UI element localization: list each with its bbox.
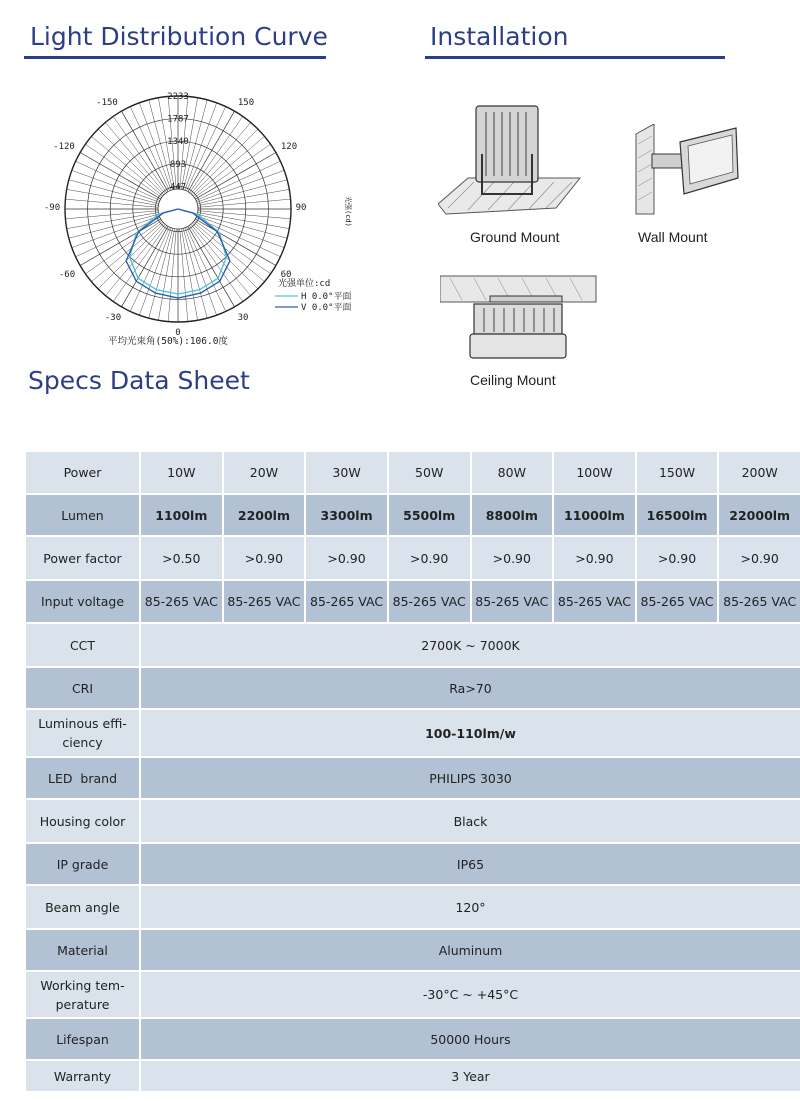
row-label-line: ciency — [62, 735, 103, 750]
cri-value: Ra>70 — [141, 668, 800, 708]
power-cell: 30W — [306, 452, 387, 493]
angle-label: -150 — [96, 98, 118, 108]
beam-angle-note: 平均光束角(50%):106.0度 — [108, 336, 228, 347]
ground-mount-label: Ground Mount — [470, 229, 560, 245]
row-label-line: Working tem- — [40, 977, 125, 993]
row-label: Warranty — [26, 1061, 139, 1091]
row-beam-angle — [26, 886, 800, 928]
row-label: CRI — [26, 668, 139, 708]
row-label: Beam angle — [26, 886, 139, 928]
row-label-line: perature — [55, 996, 110, 1012]
row-label: Lifespan — [26, 1019, 139, 1059]
housing-value: Black — [141, 800, 800, 842]
lumen-cell: 22000lm — [719, 495, 800, 535]
input-voltage-cell: 85-265 VAC — [719, 581, 800, 622]
light-curve-rule — [24, 56, 326, 59]
power-cell: 150W — [637, 452, 718, 493]
angle-label: -60 — [58, 270, 76, 280]
row-label: Housing color — [26, 800, 139, 842]
legend-h-label: H 0.0°平面 — [301, 292, 352, 302]
angle-label: 0 — [175, 328, 181, 338]
legend-title: 光强单位:cd — [278, 279, 331, 289]
power-factor-cell: >0.50 — [141, 537, 222, 579]
efficiency-value: 100-110lm/w — [141, 710, 800, 756]
power-cell: 20W — [224, 452, 305, 493]
power-cell: 200W — [719, 452, 800, 493]
row-label-line: Luminous effi- — [38, 716, 127, 731]
angle-label: 120 — [280, 142, 298, 152]
cct-value: 2700K ~ 7000K — [141, 624, 800, 666]
row-input-voltage — [26, 581, 800, 622]
row-led-brand — [26, 758, 800, 798]
installation-rule — [425, 56, 725, 59]
temperature-value: -30°C ~ +45°C — [141, 972, 800, 1017]
led-brand-value: PHILIPS 3030 — [141, 758, 800, 798]
power-factor-cell: >0.90 — [224, 537, 305, 579]
lumen-cell: 5500lm — [389, 495, 470, 535]
radial-tick-label: 2233 — [167, 92, 189, 102]
row-label: Material — [26, 930, 139, 970]
angle-label: 90 — [295, 203, 307, 213]
radial-tick-label: 1340 — [167, 137, 189, 148]
row-lifespan — [26, 1019, 800, 1059]
legend-v-label: V 0.0°平面 — [301, 303, 352, 313]
material-value: Aluminum — [141, 930, 800, 970]
row-cct — [26, 624, 800, 666]
row-power — [26, 452, 800, 493]
lumen-cell: 16500lm — [637, 495, 718, 535]
row-label: Lumen — [26, 495, 139, 535]
row-label: Power — [26, 452, 139, 493]
power-cell: 100W — [554, 452, 635, 493]
wall-mount-label: Wall Mount — [638, 229, 708, 245]
input-voltage-cell: 85-265 VAC — [637, 581, 718, 622]
row-lumen — [26, 495, 800, 535]
power-cell: 50W — [389, 452, 470, 493]
row-label — [26, 972, 139, 1017]
angle-label: -30 — [104, 313, 122, 323]
lumen-cell: 1100lm — [141, 495, 222, 535]
lumen-cell: 3300lm — [306, 495, 387, 535]
power-factor-cell: >0.90 — [719, 537, 800, 579]
row-label: CCT — [26, 624, 139, 666]
row-working-temperature — [26, 972, 800, 1017]
row-power-factor — [26, 537, 800, 579]
warranty-value: 3 Year — [141, 1061, 800, 1091]
power-factor-cell: >0.90 — [472, 537, 553, 579]
input-voltage-cell: 85-265 VAC — [306, 581, 387, 622]
row-housing-color — [26, 800, 800, 842]
angle-label: 150 — [237, 98, 255, 108]
input-voltage-cell: 85-265 VAC — [141, 581, 222, 622]
light-distribution-polar-chart — [20, 78, 400, 363]
specs-table — [24, 450, 800, 1093]
lumen-cell: 2200lm — [224, 495, 305, 535]
wall-mount-image — [632, 124, 744, 216]
power-factor-cell: >0.90 — [389, 537, 470, 579]
angle-label: -120 — [53, 142, 75, 152]
power-factor-cell: >0.90 — [306, 537, 387, 579]
row-label: LED brand — [26, 758, 139, 798]
power-factor-cell: >0.90 — [637, 537, 718, 579]
power-cell: 80W — [472, 452, 553, 493]
power-factor-cell: >0.90 — [554, 537, 635, 579]
power-cell: 10W — [141, 452, 222, 493]
beam-value: 120° — [141, 886, 800, 928]
lifespan-value: 50000 Hours — [141, 1019, 800, 1059]
specs-heading: Specs Data Sheet — [28, 366, 250, 395]
row-label: IP grade — [26, 844, 139, 884]
angle-label: 30 — [237, 313, 249, 323]
input-voltage-cell: 85-265 VAC — [224, 581, 305, 622]
input-voltage-cell: 85-265 VAC — [472, 581, 553, 622]
lumen-cell: 11000lm — [554, 495, 635, 535]
row-warranty — [26, 1061, 800, 1091]
lumen-cell: 8800lm — [472, 495, 553, 535]
row-ip-grade — [26, 844, 800, 884]
row-label: Input voltage — [26, 581, 139, 622]
ip-value: IP65 — [141, 844, 800, 884]
angle-label: 60 — [280, 270, 292, 280]
row-cri — [26, 668, 800, 708]
radial-tick-label: 893 — [169, 159, 187, 170]
light-curve-heading: Light Distribution Curve — [30, 22, 328, 51]
row-luminous-efficiency — [26, 710, 800, 756]
ceiling-mount-image — [440, 274, 598, 366]
input-voltage-cell: 85-265 VAC — [389, 581, 470, 622]
radial-tick-label: 447 — [169, 182, 187, 193]
angle-label: -90 — [43, 203, 61, 213]
input-voltage-cell: 85-265 VAC — [554, 581, 635, 622]
row-label — [26, 710, 139, 756]
ceiling-mount-label: Ceiling Mount — [470, 372, 556, 388]
radial-tick-label: 1787 — [167, 114, 189, 125]
installation-heading: Installation — [430, 22, 569, 51]
row-label: Power factor — [26, 537, 139, 579]
row-material — [26, 930, 800, 970]
ground-mount-image — [438, 96, 583, 218]
intensity-axis-label: 光强(cd) — [344, 196, 352, 227]
